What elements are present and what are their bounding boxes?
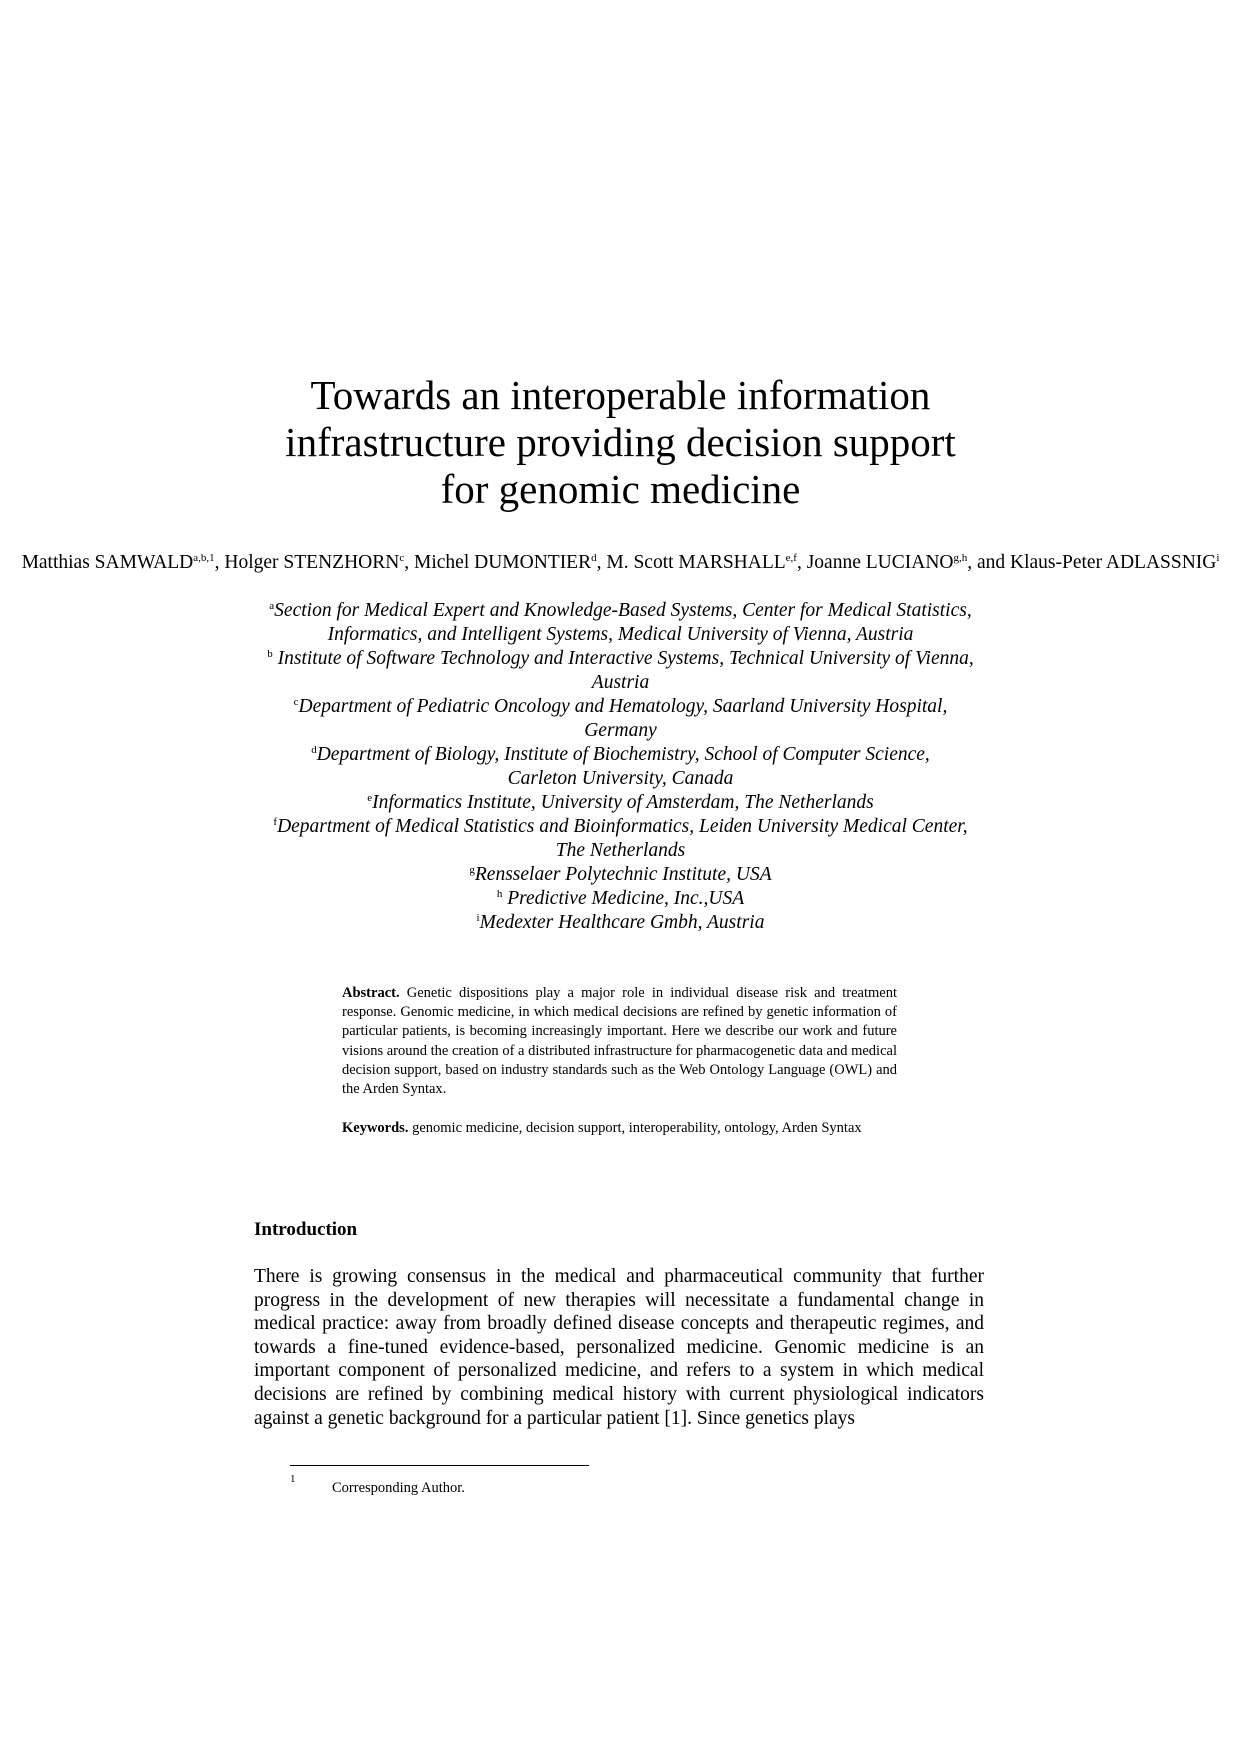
affiliation: $^h$ Predictive Medicine, Inc.,USA <box>496 888 745 909</box>
keywords-text: genomic medicine, decision support, interoperability, ontology, Arden Syntax <box>412 1120 862 1137</box>
abstract-label: Abstract. <box>342 985 400 1001</box>
title-line: Towards an interoperable information <box>310 372 931 418</box>
footnote-divider <box>290 1465 589 1466</box>
author-affiliation-marks: a,b,1 <box>193 552 215 564</box>
affiliation: $^i$Medexter Healthcare Gmbh, Austria <box>476 912 765 933</box>
affiliation: $^b$ Institute of Software Technology and Interactive Systems, Technical University of Vienna, Austria <box>267 648 974 693</box>
paper-title <box>0 372 1241 513</box>
title-line: for genomic medicine <box>440 466 801 512</box>
author-name: Joanne LUCIANO <box>806 552 954 573</box>
affiliation: $^a$Section for Medical Expert and Knowledge-Based Systems, Center for Medical Statistics, Informatics, and Intelligent Systems, Medical University of Vienna, Austria <box>269 600 972 645</box>
affiliation-list <box>0 599 1241 935</box>
affiliation: $^c$Department of Pediatric Oncology and Hematology, Saarland University Hospital, Germany <box>293 696 948 741</box>
author-affiliation-marks: i <box>1216 552 1220 564</box>
affiliation: $^f$Department of Medical Statistics and Bioinformatics, Leiden University Medical Center, The Netherlands <box>273 816 968 861</box>
author-name: Holger STENZHORN <box>224 552 400 573</box>
author-affiliation-marks: e,f <box>785 552 797 564</box>
footnote-mark: 1 <box>290 1473 296 1485</box>
author-affiliation-marks: d <box>591 552 597 564</box>
abstract-text: Genetic dispositions play a major role in individual disease risk and treatment response. Genomic medicine, in which medical decisions are refined by genetic information of particular patients, is becoming increasingly important. Here we describe our work and future visions around the creation of a distributed infrastructure for pharmacogenetic data and medical decision support, based on industry standards such as the Web Ontology Language (OWL) and the Arden Syntax. <box>342 985 897 1098</box>
affiliation: $^e$Informatics Institute, University of Amsterdam, The Netherlands <box>367 792 874 813</box>
section-body: There is growing consensus in the medical and pharmaceutical community that further progress in the development of new therapies will necessitate a fundamental change in medical practice: away from broadly defined disease concepts and therapeutic regimes, and towards a fine-tuned evidence-based, personalized medicine. Genomic medicine is an important component of personalized medicine, and refers to a system in which medical decisions are refined by combining medical history with current physiological indicators against a genetic background for a particular patient [1]. Since genetics plays <box>254 1266 984 1429</box>
affiliation: $^g$Rensselaer Polytechnic Institute, USA <box>469 864 772 885</box>
keywords <box>342 1119 897 1138</box>
affiliation: $^d$Department of Biology, Institute of Biochemistry, School of Computer Science, Carleton University, Canada <box>311 744 930 789</box>
author-name: Klaus-Peter ADLASSNIG <box>1010 552 1217 573</box>
author-name: Matthias SAMWALD <box>21 552 194 573</box>
author-name: M. Scott MARSHALL <box>606 552 786 573</box>
section-heading: Introduction <box>254 1219 358 1240</box>
title-line: infrastructure providing decision support <box>285 419 956 465</box>
author-affiliation-marks: c <box>399 552 405 564</box>
abstract-block <box>342 984 897 1138</box>
abstract <box>342 984 897 1099</box>
keywords-label: Keywords. <box>342 1120 409 1137</box>
author-affiliation-marks: g,h <box>953 552 968 564</box>
footnote-text: Corresponding Author. <box>332 1480 465 1496</box>
author-list: Matthias SAMWALD$^{a,b,1}$, Holger STENZHORN$^c$, Michel DUMONTIER$^d$, M. Scott MARSHALL$^{e,f}$, Joanne LUCIANO$^{g,h}$, and Klaus-Peter ADLASSNIG$^i$ <box>21 552 1220 573</box>
author-name: Michel DUMONTIER <box>414 552 592 573</box>
